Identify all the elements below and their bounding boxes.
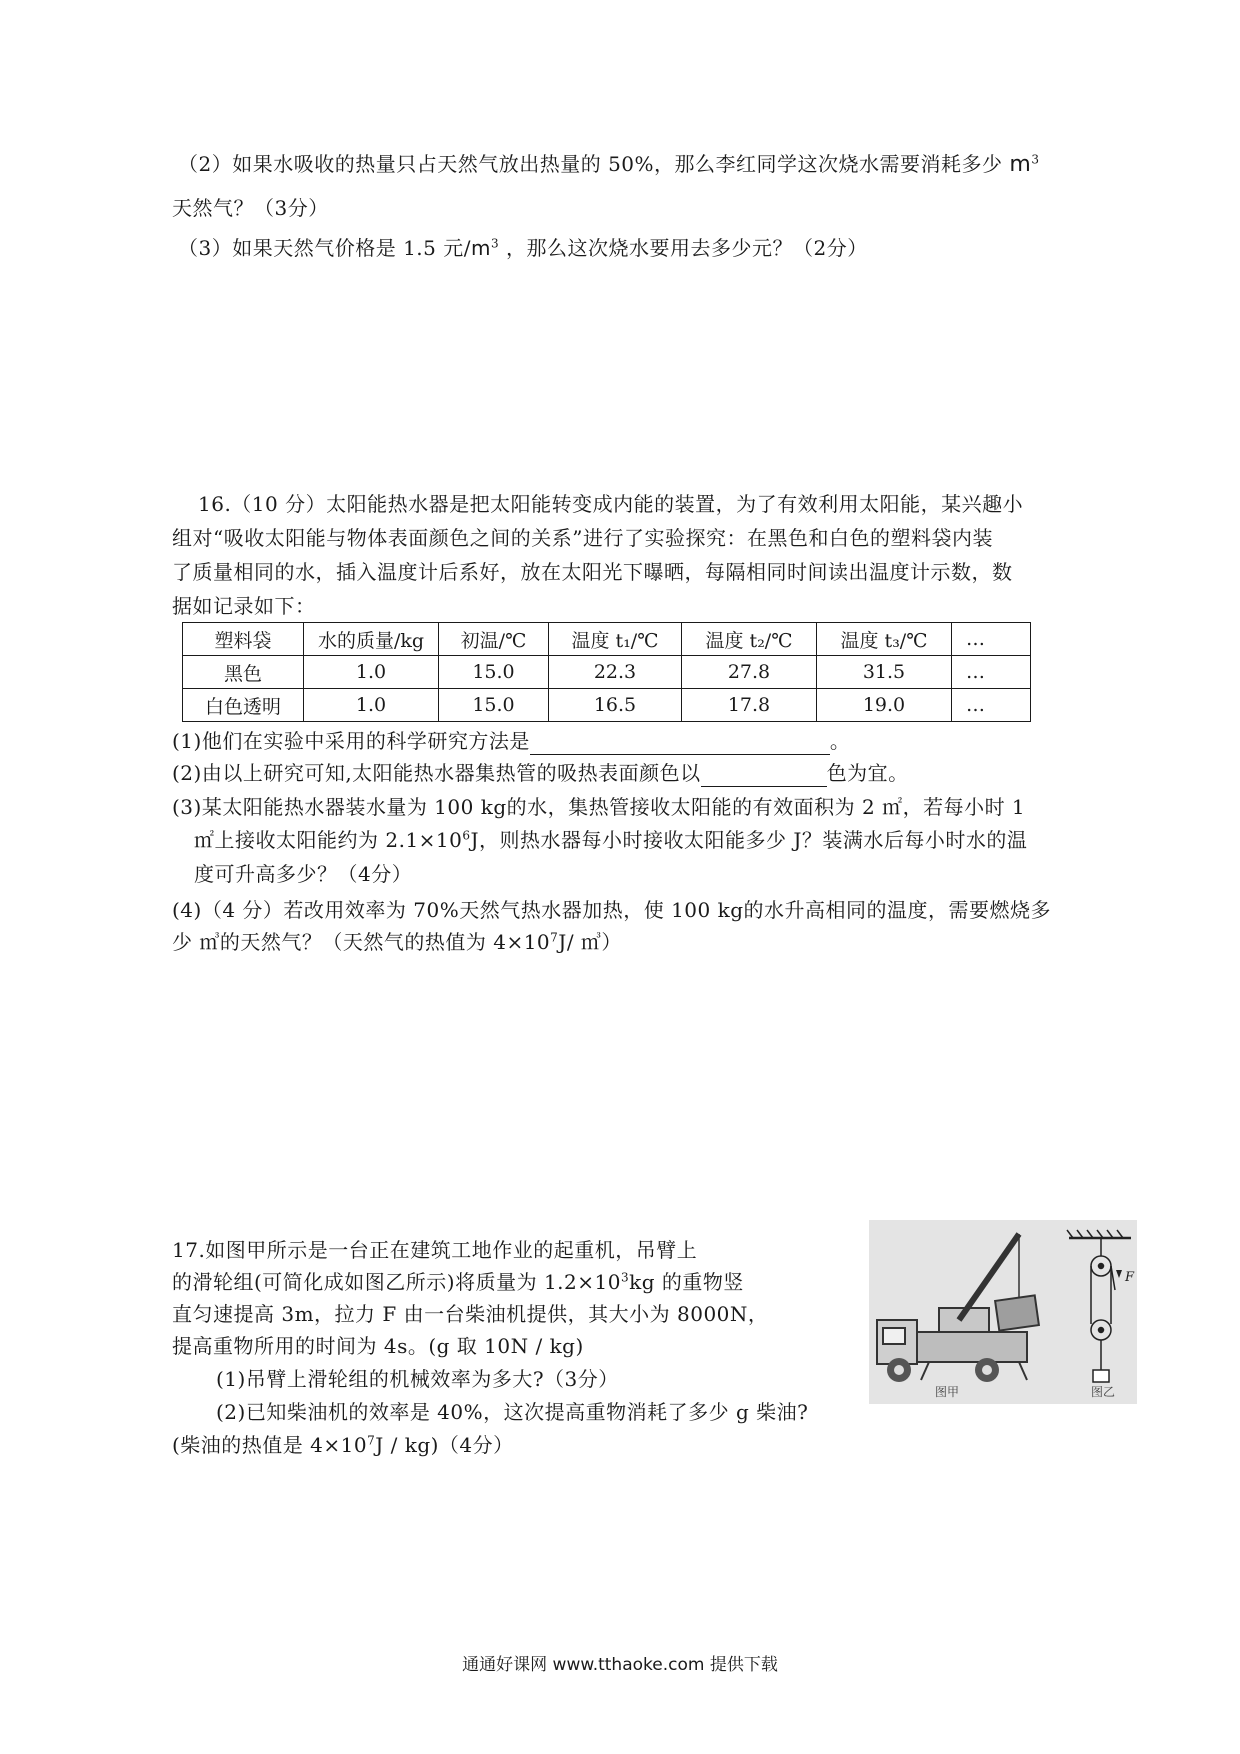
answer-blank-1[interactable] <box>530 734 830 755</box>
crane-illustration <box>869 1220 1137 1404</box>
figure-label-a: 图甲 <box>935 1385 960 1399</box>
q16-intro-line-2: 组对“吸收太阳能与物体表面颜色之间的关系”进行了实验探究：在黑色和白色的塑料袋内装 <box>172 526 993 550</box>
q16-intro-line-1: 16.（10 分）太阳能热水器是把太阳能转变成内能的装置，为了有效利用太阳能，某兴趣小 <box>198 492 1024 516</box>
table-row <box>183 689 1031 722</box>
q15-part3: （3）如果天然气价格是 1.5 元$/m^3$ ，那么这次烧水要用去多少元？（2分） <box>178 236 868 260</box>
q17-line-1: 17.如图甲所示是一台正在建筑工地作业的起重机，吊臂上 <box>172 1238 698 1262</box>
table-cell: 白色透明 <box>183 689 304 722</box>
table-cell: … <box>952 656 1031 689</box>
table-cell: 15.0 <box>439 656 549 689</box>
table-cell: 22.3 <box>549 656 682 689</box>
table-cell: 15.0 <box>439 689 549 722</box>
q16-question-3-line2: ㎡上接收太阳能约为 $2.1\times 10^6J$，则热水器每小时接收太阳能多少 J？装满水后每小时水的温 <box>194 828 1028 852</box>
force-arrow-icon <box>1116 1270 1122 1278</box>
table-cell: 19.0 <box>817 689 952 722</box>
table-cell: 27.8 <box>682 656 817 689</box>
q17-line-3: 直匀速提高 3m，拉力 F 由一台柴油机提供，其大小为 8000N， <box>172 1302 769 1326</box>
crane-pulley-figure <box>869 1220 1137 1404</box>
table-header-cell: … <box>952 623 1031 656</box>
table-header-row <box>183 623 1031 656</box>
q15-part2-line2: 天然气？（3分） <box>172 196 329 220</box>
q16-question-3-line1: (3)某太阳能热水器装水量为 100 kg的水，集热管接收太阳能的有效面积为 2 ㎡，若每小时 1 <box>172 795 1026 819</box>
table-header-cell: 温度 t₃/℃ <box>817 623 952 656</box>
figure-label-b: 图乙 <box>1091 1385 1116 1399</box>
table-cell: … <box>952 689 1031 722</box>
answer-blank-2[interactable] <box>701 766 827 787</box>
temperature-table <box>182 622 1031 722</box>
q17-sub-question-1: (1)吊臂上滑轮组的机械效率为多大?（3分） <box>216 1367 619 1391</box>
table-header-cell: 温度 t₂/℃ <box>682 623 817 656</box>
table-header-cell: 塑料袋 <box>183 623 304 656</box>
q16-question-2: (2)由以上研究可知,太阳能热水器集热管的吸热表面颜色以 色为宜。 <box>172 761 909 785</box>
table-header-cell: 水的质量/kg <box>304 623 439 656</box>
table-cell: 1.0 <box>304 656 439 689</box>
q16-question-1: (1)他们在实验中采用的科学研究方法是 。 <box>172 729 851 753</box>
table-header-cell: 初温/℃ <box>439 623 549 656</box>
q17-line-4: 提高重物所用的时间为 4s。(g 取 10N / kg) <box>172 1334 584 1358</box>
q16-question-3-line3: 度可升高多少？（4分） <box>194 862 413 886</box>
table-cell: 31.5 <box>817 656 952 689</box>
table-cell: 16.5 <box>549 689 682 722</box>
force-label: F <box>1125 1270 1135 1285</box>
table-header-cell: 温度 t₁/℃ <box>549 623 682 656</box>
q16-intro-line-4: 据如记录如下： <box>172 594 316 618</box>
page-footer: 通通好课网 www.tthaoke.com 提供下载 <box>462 1655 778 1675</box>
table-cell: 17.8 <box>682 689 817 722</box>
q15-part2-line1: （2）如果水吸收的热量只占天然气放出热量的 50%，那么李红同学这次烧水需要消耗多少 $m^3$ <box>178 152 1040 177</box>
q17-sub-question-2: (2)已知柴油机的效率是 40%，这次提高重物消耗了多少 g 柴油? <box>216 1400 809 1424</box>
q16-question-4-line2: 少 ㎥的天然气？（天然气的热值为 $4\times 10^7J/$ ㎥） <box>172 930 622 954</box>
table-cell: 黑色 <box>183 656 304 689</box>
table-cell: 1.0 <box>304 689 439 722</box>
q16-question-4-line1: (4)（4 分）若改用效率为 70%天然气热水器加热，使 100 kg的水升高相同的温度，需要燃烧多 <box>172 898 1052 922</box>
table-row <box>183 656 1031 689</box>
q16-intro-line-3: 了质量相同的水，插入温度计后系好，放在太阳光下曝晒，每隔相同时间读出温度计示数，数 <box>172 560 1013 584</box>
q17-sub-question-2-cont: (柴油的热值是 $4\times 10^7J / kg)(4$分） <box>172 1433 514 1457</box>
q17-line-2: 的滑轮组(可简化成如图乙所示)将质量为 $1.2\times 10^3kg$ 的重物竖 <box>172 1270 744 1294</box>
